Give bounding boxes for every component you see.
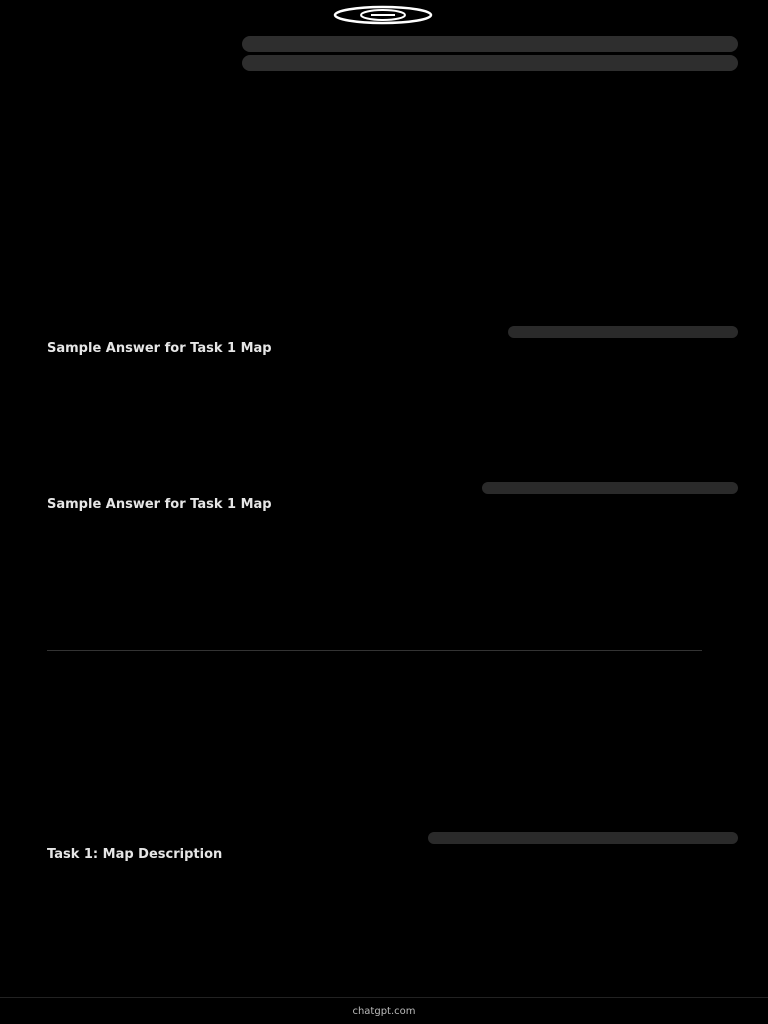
response-pill[interactable] — [482, 482, 738, 494]
user-message[interactable] — [242, 55, 738, 71]
map-description-section — [47, 848, 707, 866]
footer-url[interactable]: chatgpt.com — [352, 1005, 416, 1017]
response-pill[interactable] — [508, 326, 738, 338]
chatgpt-logo-icon — [331, 4, 435, 26]
section-heading: Sample Answer for Task 1 Map — [47, 341, 272, 356]
sample-answer-section — [47, 342, 707, 360]
section-divider — [47, 650, 702, 651]
explanation-section — [47, 656, 707, 661]
section-heading: Task 1: Map Description — [47, 847, 223, 862]
user-message[interactable] — [242, 36, 738, 52]
response-pill[interactable] — [428, 832, 738, 844]
sample-answer-section — [47, 498, 707, 516]
section-heading: Sample Answer for Task 1 Map — [47, 497, 272, 512]
footer — [0, 997, 768, 1024]
